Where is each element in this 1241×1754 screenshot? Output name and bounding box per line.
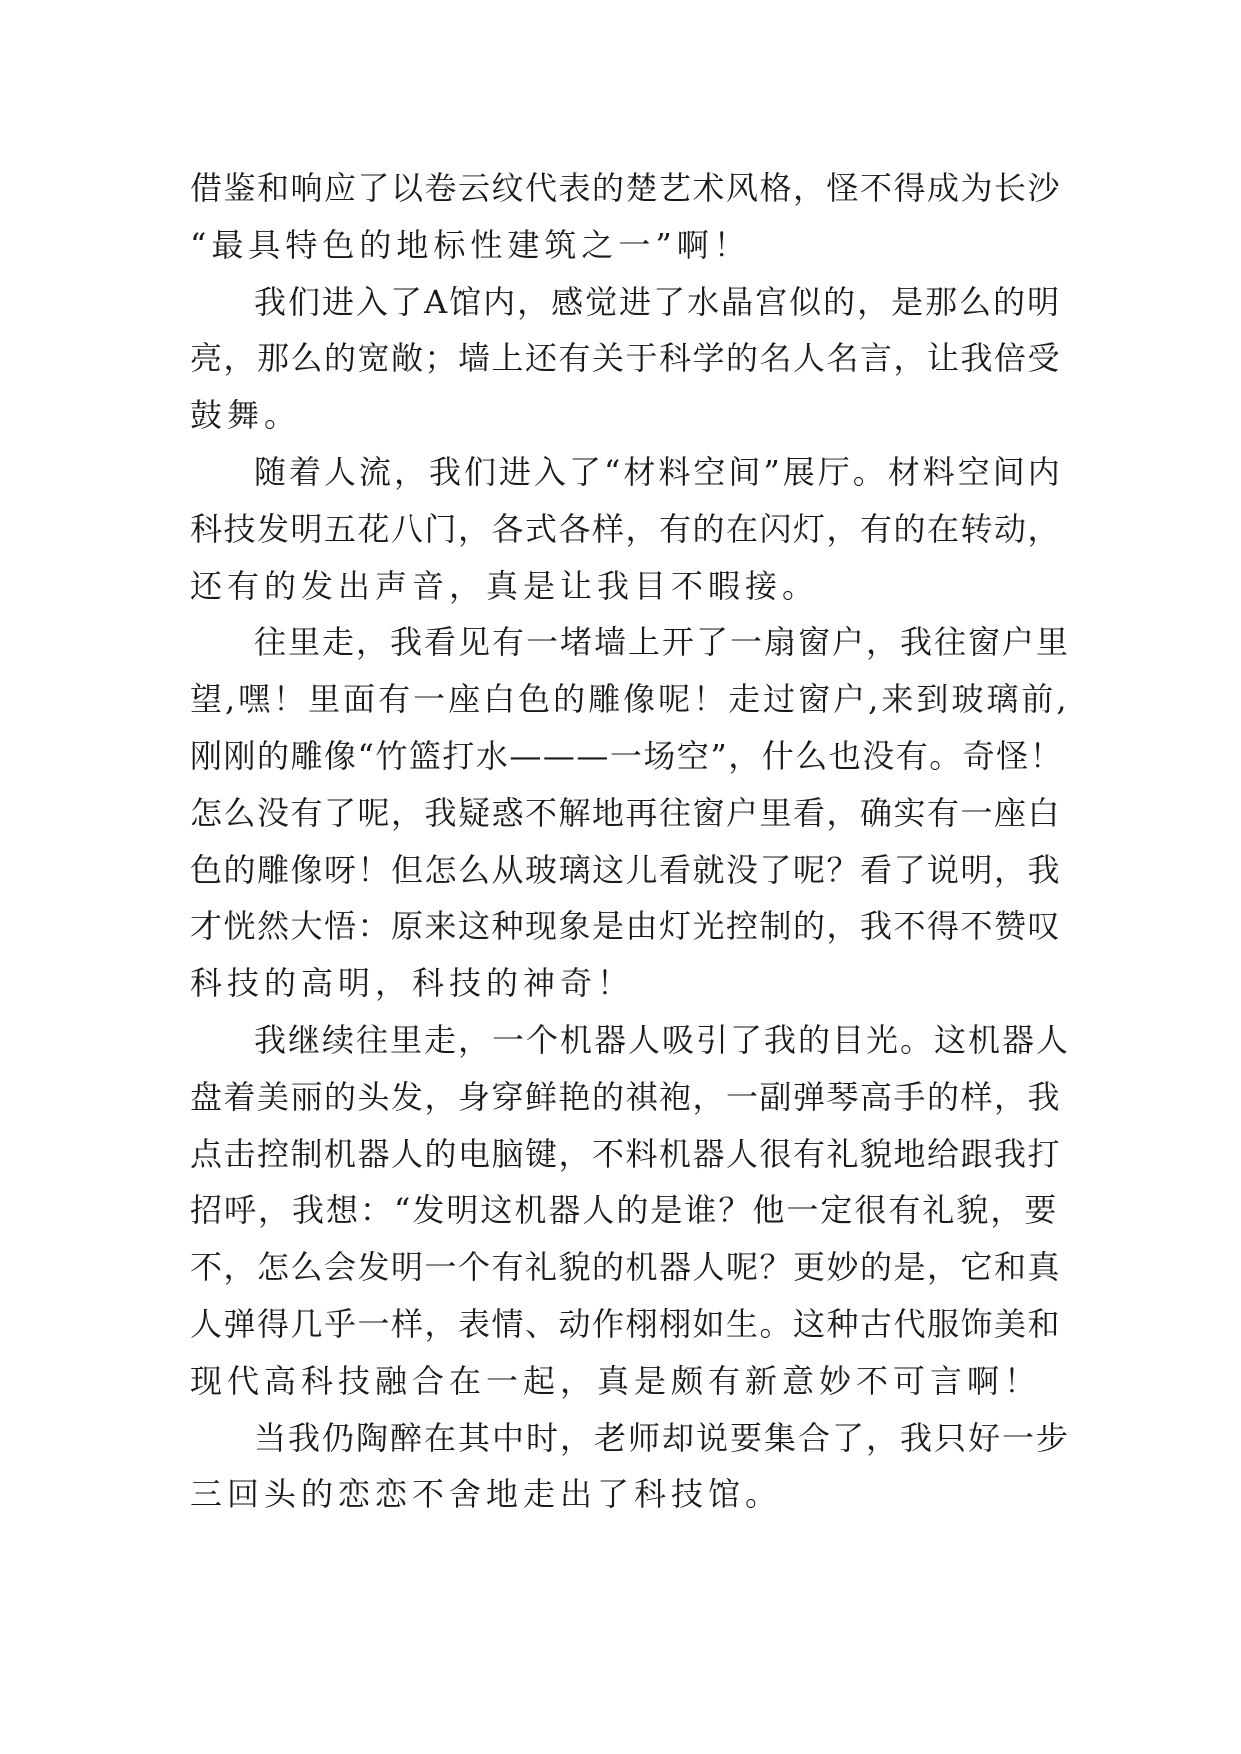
text-line: 怎么没有了呢，我疑惑不解地再往窗户里看，确实有一座白 xyxy=(190,793,1062,832)
text-line: 人弹得几乎一样，表情、动作栩栩如生。这种古代服饰美和 xyxy=(190,1304,1062,1343)
text-line: 色的雕像呀！但怎么从玻璃这儿看就没了呢？看了说明，我 xyxy=(190,850,1062,889)
text-line: 招呼，我想：“发明这机器人的是谁？他一定很有礼貌，要 xyxy=(190,1191,1059,1230)
text-line: “最具特色的地标性建筑之一”啊！ xyxy=(190,225,751,264)
paragraph-first-line: 往里走，我看见有一堵墙上开了一扇窗户，我往窗户里 xyxy=(254,623,1071,662)
text-line: 盘着美丽的头发，身穿鲜艳的祺袍，一副弹琴高手的样，我 xyxy=(190,1077,1062,1116)
text-line: 刚刚的雕像“竹篮打水———一场空”，什么也没有。奇怪！ xyxy=(190,736,1064,775)
text-line: 点击控制机器人的电脑键，不料机器人很有礼貌地给跟我打 xyxy=(190,1134,1062,1173)
paragraph-first-line: 我继续往里走，一个机器人吸引了我的目光。这机器人 xyxy=(254,1020,1071,1059)
text-line: 三回头的恋恋不舍地走出了科技馆。 xyxy=(190,1475,783,1514)
text-line: 科技发明五花八门，各式各样，有的在闪灯，有的在转动， xyxy=(190,509,1062,548)
paragraph-first-line: 我们进入了A馆内，感觉进了水晶宫似的，是那么的明 xyxy=(254,282,1062,321)
text-line: 科技的高明，科技的神奇！ xyxy=(190,964,635,1003)
text-line: 才恍然大悟：原来这种现象是由灯光控制的，我不得不赞叹 xyxy=(190,907,1062,946)
text-line: 亮，那么的宽敞；墙上还有关于科学的名人名言，让我倍受 xyxy=(190,339,1062,378)
paragraph-first-line: 随着人流，我们进入了“材料空间”展厅。材料空间内 xyxy=(254,452,1063,491)
text-line: 借鉴和响应了以卷云纹代表的楚艺术风格，怪不得成为长沙 xyxy=(190,169,1062,207)
text-line: 望,嘿！里面有一座白色的雕像呢！走过窗户,来到玻璃前, xyxy=(190,680,1070,719)
text-line: 现代高科技融合在一起，真是颇有新意妙不可言啊！ xyxy=(190,1361,1042,1400)
text-line: 鼓舞。 xyxy=(190,396,302,435)
text-line: 不，怎么会发明一个有礼貌的机器人呢？更妙的是，它和真 xyxy=(190,1248,1062,1287)
essay-body xyxy=(190,160,1070,1523)
paragraph-first-line: 当我仍陶醉在其中时，老师却说要集合了，我只好一步 xyxy=(254,1418,1071,1457)
text-line: 还有的发出声音，真是让我目不暇接。 xyxy=(190,566,820,605)
